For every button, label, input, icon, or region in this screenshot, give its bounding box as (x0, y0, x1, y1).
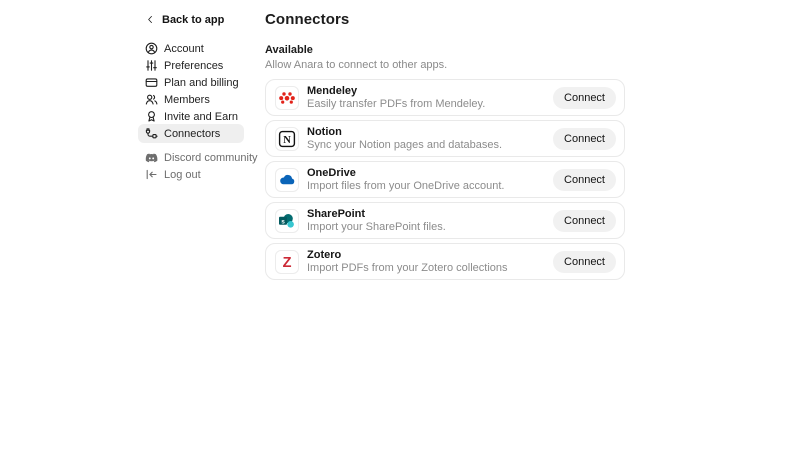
connector-description: Easily transfer PDFs from Mendeley. (307, 98, 486, 110)
sidebar-footer-nav (138, 149, 258, 183)
notion-logo-icon (275, 127, 299, 151)
svg-text:Z: Z (282, 254, 292, 271)
sidebar-item-members[interactable] (138, 91, 244, 108)
sidebar-item-label: Members (164, 93, 210, 106)
zotero-logo-icon (275, 250, 299, 274)
settings-sidebar (138, 11, 258, 183)
medal-icon (145, 110, 158, 123)
sidebar-item-invite-earn[interactable] (138, 108, 244, 125)
connector-card-notion (265, 120, 625, 157)
connector-name: Notion (307, 126, 342, 138)
connector-card-mendeley (265, 79, 625, 116)
sidebar-nav (138, 40, 244, 143)
people-icon (145, 93, 158, 106)
svg-text:s: s (281, 217, 285, 225)
connector-name: Mendeley (307, 85, 358, 97)
sidebar-item-account[interactable] (138, 40, 244, 57)
sliders-icon (145, 59, 158, 72)
sidebar-item-label: Preferences (164, 59, 224, 72)
sidebar-item-plan-billing[interactable] (138, 74, 244, 91)
discord-icon (145, 151, 158, 164)
back-to-app-link[interactable] (138, 11, 244, 28)
sidebar-item-connectors[interactable] (138, 124, 244, 143)
sidebar-item-label: Account (164, 42, 204, 55)
available-section-description: Allow Anara to connect to other apps. (265, 59, 448, 71)
back-to-app-label: Back to app (162, 13, 225, 26)
connectors-main (265, 12, 625, 280)
sidebar-item-label: Plan and billing (164, 76, 239, 89)
sidebar-item-logout[interactable] (138, 166, 244, 183)
connector-description: Import your SharePoint files. (307, 221, 446, 233)
user-circle-icon (145, 42, 158, 55)
connector-card-sharepoint (265, 202, 625, 239)
connector-name: SharePoint (307, 208, 366, 220)
connector-description: Import PDFs from your Zotero collections (307, 262, 508, 274)
onedrive-logo-icon (275, 168, 299, 192)
logout-icon (145, 168, 158, 181)
connector-card-list (265, 79, 625, 280)
sidebar-item-label: Log out (164, 168, 201, 181)
connect-button-sharepoint[interactable]: Connect (553, 210, 616, 232)
connector-card-zotero (265, 243, 625, 280)
credit-card-icon (145, 76, 158, 89)
connect-button-zotero[interactable]: Connect (553, 251, 616, 273)
cable-icon (145, 127, 158, 140)
sidebar-item-discord[interactable] (138, 149, 258, 166)
sidebar-item-label: Discord community (164, 151, 258, 164)
connector-card-onedrive (265, 161, 625, 198)
sidebar-item-label: Invite and Earn (164, 110, 238, 123)
chevron-left-icon (146, 14, 155, 25)
connect-button-onedrive[interactable]: Connect (553, 169, 616, 191)
connect-button-mendeley[interactable]: Connect (553, 87, 616, 109)
connector-description: Sync your Notion pages and databases. (307, 139, 503, 151)
sidebar-item-label: Connectors (164, 127, 221, 140)
available-section-label: Available (265, 44, 313, 56)
page-title: Connectors (265, 11, 350, 28)
connector-name: OneDrive (307, 167, 356, 179)
sharepoint-logo-icon (275, 209, 299, 233)
svg-text:N: N (283, 134, 291, 146)
mendeley-logo-icon (275, 86, 299, 110)
connector-name: Zotero (307, 249, 342, 261)
connector-description: Import files from your OneDrive account. (307, 180, 505, 192)
connect-button-notion[interactable]: Connect (553, 128, 616, 150)
sidebar-item-preferences[interactable] (138, 57, 244, 74)
